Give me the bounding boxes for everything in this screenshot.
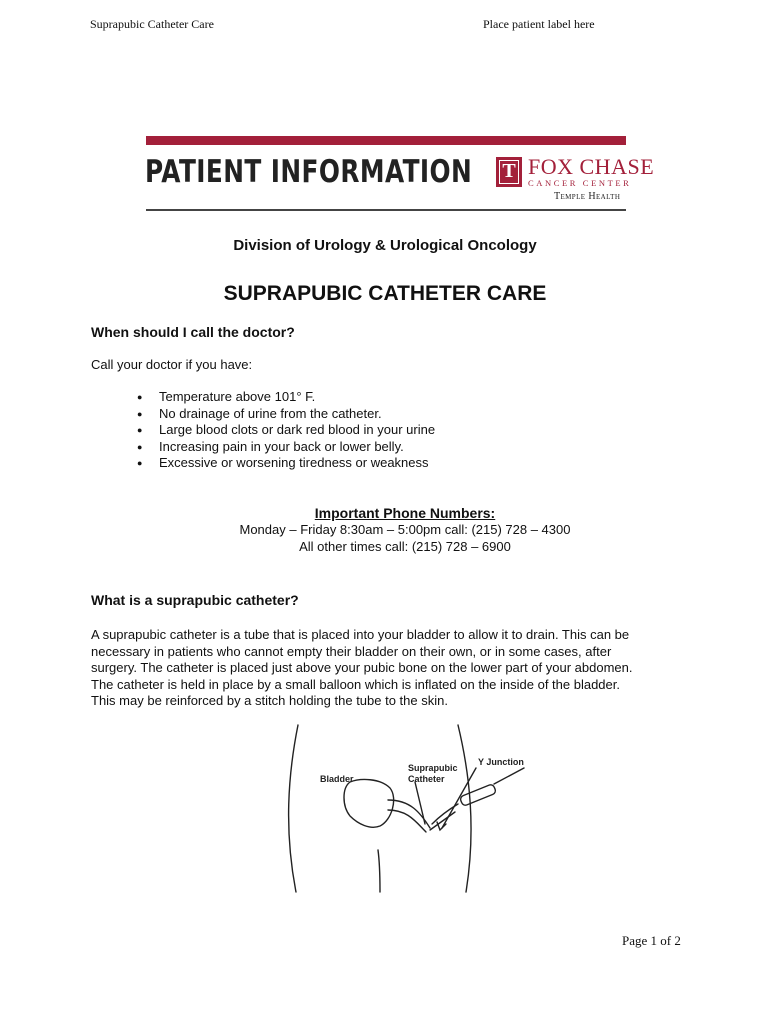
section-heading-what-is: What is a suprapubic catheter?: [91, 592, 299, 608]
header-document-title: Suprapubic Catheter Care: [90, 17, 214, 31]
phone-after-hours: All other times call: (215) 728 – 6900: [299, 539, 511, 554]
paragraph-line: surgery. The catheter is placed just above your pubic bone on the lower part of your abdomen.: [91, 660, 633, 676]
body-outline-left: [289, 725, 298, 892]
drainage-tube: [494, 768, 524, 784]
label-suprapubic: Suprapubic: [408, 763, 458, 773]
section-heading-call-doctor: When should I call the doctor?: [91, 324, 295, 340]
bladder-shape: [344, 780, 394, 828]
phone-weekday: Monday – Friday 8:30am – 5:00pm call: (215) 728 – 4300: [239, 522, 571, 537]
list-item: ● Large blood clots or dark red blood in your urine: [137, 422, 435, 439]
header-patient-label-placeholder: Place patient label here: [483, 17, 595, 31]
catheter-diagram: [280, 720, 540, 900]
symptom-list: [137, 389, 435, 472]
paragraph-line: A suprapubic catheter is a tube that is placed into your bladder to allow it to drain. This can be: [91, 627, 630, 642]
logo-mark-letter: T: [502, 160, 516, 182]
label-y-junction: Y Junction: [478, 757, 524, 767]
page-number: Page 1 of 2: [622, 933, 681, 948]
paragraph-line: This may be reinforced by a stitch holding the tube to the skin.: [91, 693, 448, 709]
section-paragraph: [91, 627, 691, 710]
catheter-pointer-line: [415, 782, 425, 824]
phone-numbers-heading: Important Phone Numbers:: [314, 505, 496, 521]
logo-affiliation: Temple Health: [554, 191, 621, 202]
section-intro: Call your doctor if you have:: [91, 357, 253, 372]
list-item: ● Temperature above 101° F.: [137, 389, 435, 406]
banner-bottom-rule: [146, 209, 626, 211]
catheter-tube-upper: [388, 800, 430, 828]
list-item: ● Excessive or worsening tiredness or weakness: [137, 455, 435, 472]
paragraph-line: The catheter is held in place by a small balloon which is inflated on the inside of the bladder.: [91, 676, 620, 692]
logo-name: FOX CHASE: [528, 154, 655, 179]
division-heading: Division of Urology & Urological Oncology: [233, 237, 537, 254]
banner-title: PATIENT INFORMATION: [145, 154, 473, 190]
banner-top-bar: [146, 136, 626, 145]
logo-subtitle: CANCER CENTER: [528, 178, 632, 188]
label-catheter: Catheter: [408, 774, 445, 784]
label-bladder: Bladder: [320, 774, 354, 784]
midline: [378, 850, 380, 892]
catheter-tube-lower: [388, 810, 426, 832]
paragraph-line: necessary in patients who cannot empty their bladder on their own, or in some cases, after: [91, 643, 612, 659]
page-title: SUPRAPUBIC CATHETER CARE: [223, 282, 547, 305]
list-item: ● No drainage of urine from the catheter.: [137, 406, 435, 423]
list-item: ● Increasing pain in your back or lower belly.: [137, 439, 435, 456]
body-outline-right: [458, 725, 471, 892]
fox-chase-logo-mark: [496, 157, 522, 187]
